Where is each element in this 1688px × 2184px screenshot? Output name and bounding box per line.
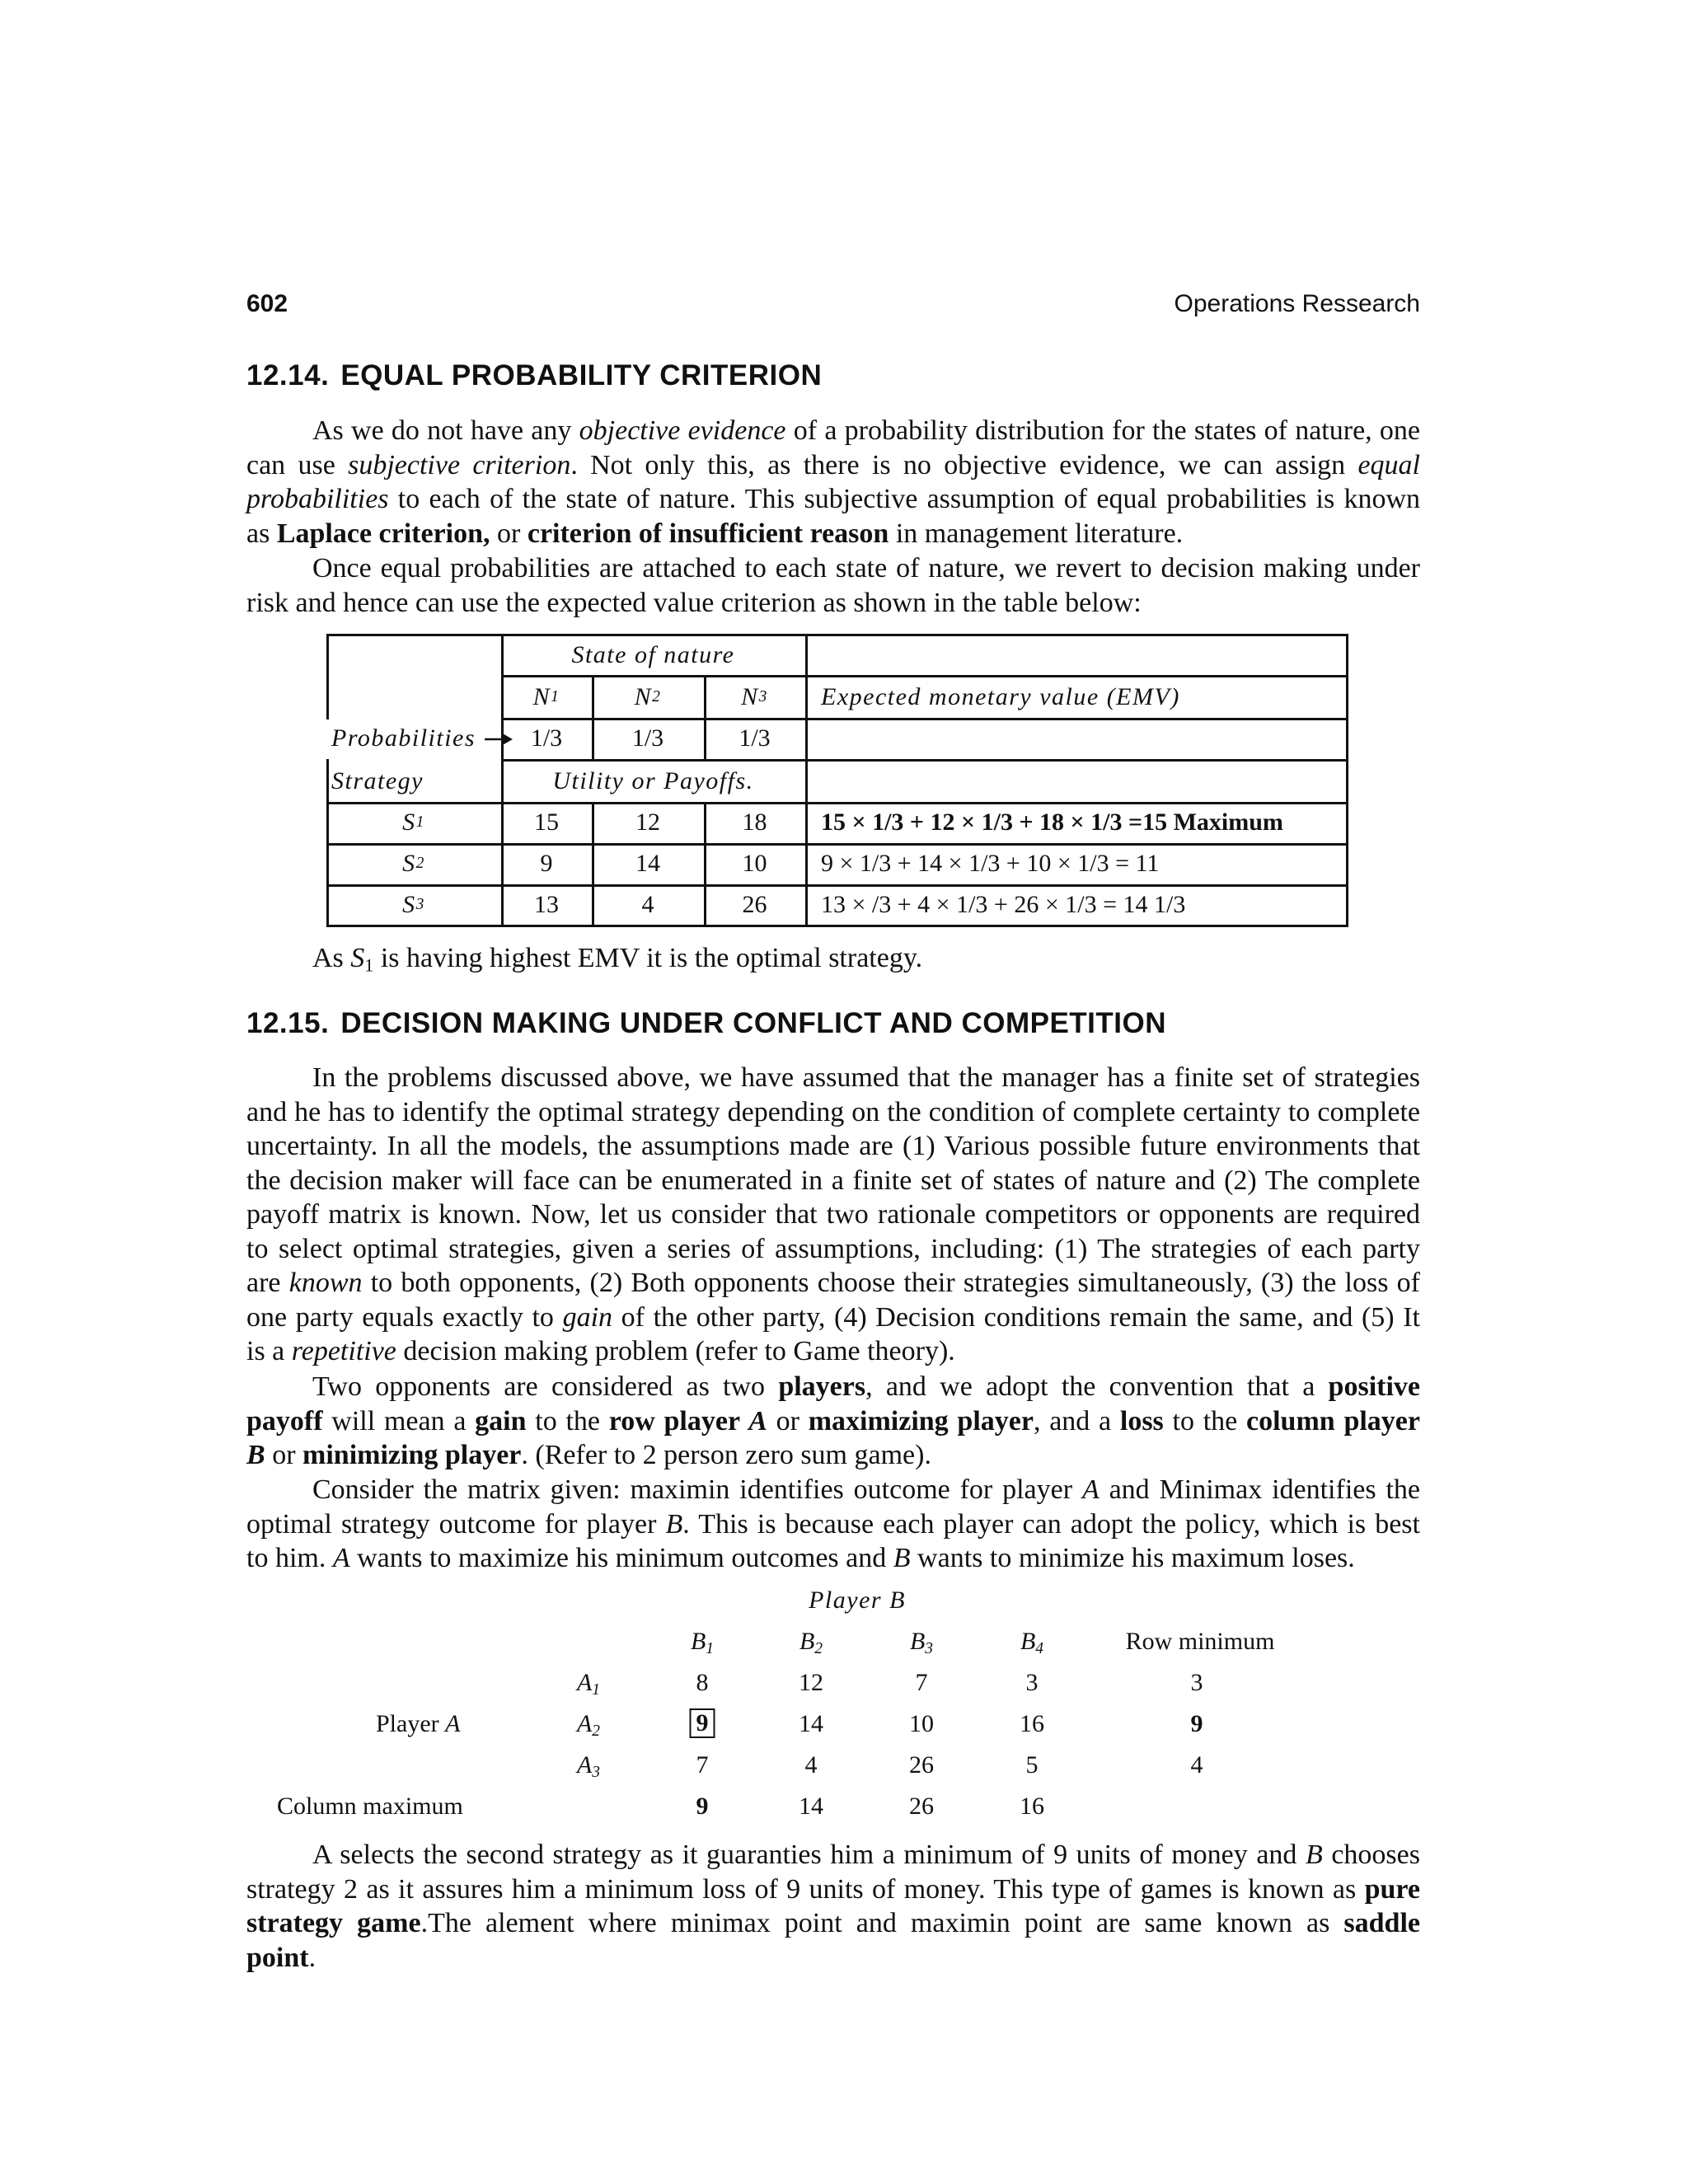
text: to the	[1163, 1405, 1247, 1436]
symbol: B	[1020, 1628, 1036, 1655]
payoff-cell: 4	[641, 891, 654, 918]
column-maximum-label: Column maximum	[277, 1793, 463, 1820]
symbol: N	[532, 683, 551, 710]
payoff-cell: 12	[799, 1669, 823, 1696]
probability-n1: 1/3	[530, 724, 563, 752]
emv-s2: 9 × 1/3 + 14 × 1/3 + 10 × 1/3 = 11	[821, 850, 1160, 877]
payoff-cell: 15	[534, 808, 559, 836]
text: or	[490, 518, 528, 549]
subscript: 1	[592, 1680, 601, 1699]
paragraph-saddle-point	[246, 1838, 1420, 1975]
paragraph-players	[246, 1370, 1420, 1473]
text-italic: B	[893, 1543, 911, 1573]
saddle-point-cell	[690, 1708, 715, 1738]
text: to him.	[246, 1543, 333, 1573]
payoff-cell: 26	[742, 891, 767, 918]
payoff-cell: 7	[915, 1669, 928, 1696]
text: wants to maximize his minimum outcomes and	[349, 1543, 893, 1573]
text-bold: maximizing player	[808, 1405, 1034, 1436]
text-bold-italic: A	[748, 1405, 767, 1436]
subscript: 1	[364, 954, 374, 976]
probability-n2: 1/3	[631, 724, 664, 752]
text-italic: known	[288, 1268, 363, 1298]
text: strategy 2 as it assures him a minimum loss of 9 units of money. This type of games is known as	[246, 1873, 1365, 1905]
probabilities-label: Probabilities	[331, 724, 476, 752]
text: , and we adopt the convention that a	[865, 1371, 1329, 1402]
text: optimal strategy outcome for player	[246, 1508, 666, 1540]
text-bold: pure	[1364, 1873, 1420, 1905]
subscript: 2	[814, 1639, 823, 1657]
row-minimum-cell: 4	[1190, 1751, 1203, 1779]
text-bold-italic: B	[246, 1440, 265, 1470]
payoff-cell: 9	[540, 850, 553, 877]
page-number: 602	[246, 290, 288, 317]
column-maximum-cell: 14	[799, 1793, 823, 1820]
section-title: DECISION MAKING UNDER CONFLICT AND COMPETITION	[340, 1007, 1166, 1039]
column-maximum-cell: 16	[1020, 1793, 1044, 1820]
text-italic: probabilities	[246, 484, 389, 514]
symbol: S	[402, 891, 416, 918]
symbol: N	[634, 683, 653, 710]
text: the decision maker will face can be enumerated in a finite set of states of nature and (2) The complete	[246, 1165, 1420, 1196]
section-title: EQUAL PROBABILITY CRITERION	[340, 359, 823, 391]
text-bold: row player	[608, 1405, 749, 1436]
row-minimum-cell: 9	[1190, 1710, 1203, 1737]
symbol: A	[576, 1669, 593, 1696]
game-payoff-matrix	[0, 1586, 1688, 1834]
section-heading-12-15	[246, 1007, 1166, 1040]
subscript: 1	[706, 1639, 715, 1657]
symbol: S	[402, 808, 416, 836]
table-border	[805, 634, 808, 927]
section-number: 12.15.	[246, 1007, 330, 1039]
payoff-cell: 13	[534, 891, 559, 918]
payoff-cell: 16	[1020, 1710, 1044, 1737]
strategy-label: Strategy	[331, 767, 424, 794]
payoff-cell: 3	[1025, 1669, 1039, 1696]
text: can use	[246, 449, 349, 480]
player-b-label: Player B	[809, 1586, 906, 1614]
strategy-s3: S 3	[402, 891, 425, 918]
table-border	[1346, 634, 1348, 927]
payoff-cell: 18	[742, 808, 767, 836]
text: As	[312, 943, 351, 973]
symbol: A	[576, 1710, 593, 1737]
paragraph-maximin	[246, 1473, 1420, 1576]
strategy-s1: S 1	[402, 808, 425, 836]
text-bold: strategy game	[246, 1908, 421, 1938]
paragraph-revert-to-risk	[246, 551, 1420, 620]
text-italic: equal	[1357, 449, 1420, 480]
text: wants to minimize his maximum loses.	[910, 1543, 1355, 1573]
row-header-a3	[577, 1751, 600, 1779]
row-header-a1	[577, 1669, 600, 1697]
utility-label: Utility or Payoffs.	[552, 767, 754, 794]
text: . Not only this, as there is no objective evidence, we can assign	[570, 449, 1358, 480]
text-italic: S	[350, 943, 365, 973]
symbol: S	[402, 850, 416, 877]
payoff-cell: 26	[909, 1751, 934, 1779]
text: Consider the matrix given: maximin identifies outcome for player	[312, 1474, 1082, 1505]
probability-n3: 1/3	[738, 724, 771, 752]
row-header-a2	[577, 1710, 600, 1738]
symbol: B	[909, 1628, 926, 1655]
emv-s1: 15 × 1/3 + 12 × 1/3 + 18 × 1/3 =15 Maximum	[821, 808, 1283, 836]
text: as	[246, 518, 277, 549]
text: in management literature.	[889, 518, 1184, 549]
column-maximum-cell: 9	[696, 1793, 709, 1820]
table-border	[326, 634, 1348, 636]
text: one party equals exactly to	[246, 1301, 563, 1333]
text: Player	[376, 1710, 446, 1737]
column-header-b1	[691, 1628, 714, 1656]
text-italic: subjective criterion	[348, 449, 571, 480]
row-minimum-cell: 3	[1190, 1669, 1203, 1696]
text: .	[308, 1942, 316, 1973]
subscript: 3	[592, 1763, 601, 1781]
text-bold: positive	[1328, 1371, 1420, 1402]
text: .The alement where minimax point and maximin point are same known as	[420, 1908, 1344, 1938]
text: Once equal probabilities are attached to each state of nature, we revert to decision making under	[312, 553, 1420, 583]
text: to both opponents, (2) Both opponents choose their strategies simultaneously, (3) the loss of	[362, 1268, 1420, 1298]
text: or	[767, 1405, 809, 1436]
saddle-point-value: 9	[690, 1708, 715, 1738]
column-header-n2: N 2	[634, 683, 662, 710]
text-italic: A	[445, 1710, 461, 1737]
text: risk and hence can use the expected value criterion as shown in the table below:	[246, 587, 1142, 618]
payoff-cell: 7	[696, 1751, 709, 1779]
column-header-b2	[799, 1628, 823, 1656]
subscript: 4	[1035, 1639, 1044, 1657]
column-header-b3	[910, 1628, 933, 1656]
text: to select optimal strategies, given a series of assumptions, including: (1) The strategies of each party	[246, 1233, 1420, 1264]
payoff-cell: 10	[742, 850, 767, 877]
text: is a	[246, 1336, 292, 1366]
section-heading-12-14	[246, 359, 822, 392]
paragraph-conflict-intro	[246, 1061, 1420, 1369]
text: and Minimax identifies the	[1099, 1474, 1421, 1505]
text-italic: B	[1306, 1840, 1323, 1870]
emv-s3: 13 × /3 + 4 × 1/3 + 26 × 1/3 = 14 1/3	[821, 891, 1186, 918]
text-bold: criterion of insufficient reason	[527, 518, 889, 549]
payoff-cell: 12	[635, 808, 660, 836]
text: , and a	[1033, 1405, 1120, 1436]
text-italic: B	[665, 1508, 683, 1540]
strategy-s2: S 2	[402, 850, 425, 877]
text-italic: objective evidence	[579, 415, 786, 446]
symbol: B	[799, 1628, 815, 1655]
text-bold: point	[246, 1942, 309, 1973]
text-italic: gain	[562, 1301, 613, 1333]
text-italic: repetitive	[291, 1336, 396, 1366]
text: are	[246, 1268, 289, 1298]
text: A selects the second strategy as it guaranties him a minimum of 9 units of money and	[312, 1840, 1306, 1870]
section-number: 12.14.	[246, 359, 330, 391]
text: decision making problem (refer to Game theory).	[396, 1336, 955, 1366]
column-maximum-cell: 26	[909, 1793, 934, 1820]
text: to the	[526, 1405, 609, 1436]
symbol: N	[741, 683, 759, 710]
payoff-cell: 5	[1025, 1751, 1039, 1779]
text-bold: players	[778, 1371, 866, 1402]
payoff-cell: 10	[909, 1710, 934, 1737]
text-bold: column player	[1246, 1405, 1420, 1436]
text: . This is because each player can adopt the policy, which is best	[682, 1508, 1420, 1540]
payoff-cell: 8	[696, 1669, 709, 1696]
text: As we do not have any	[312, 415, 579, 446]
table-border	[326, 634, 329, 719]
column-header-b4	[1020, 1628, 1043, 1656]
text-bold: saddle	[1343, 1908, 1420, 1938]
text: Two opponents are considered as two	[312, 1371, 779, 1402]
state-of-nature-header: State of nature	[571, 641, 735, 668]
payoff-cell: 4	[804, 1751, 818, 1779]
text: chooses	[1322, 1840, 1420, 1870]
text: In the problems discussed above, we have assumed that the manager has a finite set of strategies	[312, 1062, 1420, 1093]
paragraph-equal-probability	[246, 414, 1420, 551]
row-minimum-header: Row minimum	[1125, 1628, 1275, 1655]
symbol: B	[690, 1628, 706, 1655]
column-header-n1: N 1	[532, 683, 560, 710]
column-header-n3: N 3	[741, 683, 768, 710]
text-italic: A	[1081, 1474, 1100, 1505]
player-a-label	[376, 1710, 460, 1738]
emv-header: Expected monetary value (EMV)	[821, 683, 1180, 710]
running-head: Operations Ressearch	[1174, 290, 1420, 317]
text-bold: minimizing player	[302, 1440, 522, 1470]
text: will mean a	[322, 1405, 476, 1436]
subscript: 2	[592, 1722, 601, 1740]
subscript: 3	[925, 1639, 934, 1657]
text: of a probability distribution for the states of nature, one	[785, 415, 1420, 446]
text-bold: payoff	[246, 1405, 323, 1436]
text: . (Refer to 2 person zero sum game).	[521, 1440, 931, 1470]
text-bold: gain	[475, 1405, 527, 1436]
text: or	[265, 1440, 303, 1470]
text-bold: loss	[1119, 1405, 1164, 1436]
text: to each of the state of nature. This subjective assumption of equal probabilities is known	[388, 484, 1420, 514]
emv-table	[326, 634, 1348, 927]
payoff-cell: 14	[635, 850, 660, 877]
text-italic: A	[332, 1543, 350, 1573]
symbol: A	[576, 1751, 593, 1779]
text: and he has to identify the optimal strategy depending on the condition of complete certainty to complete	[246, 1096, 1420, 1127]
text: uncertainty. In all the models, the assumptions made are (1) Various possible future environments that	[246, 1131, 1420, 1161]
text: of the other party, (4) Decision conditions remain the same, and (5) It	[612, 1301, 1420, 1333]
conclusion-line	[246, 941, 1420, 976]
text: payoff matrix is known. Now, let us consider that two rationale competitors or opponents are required	[246, 1199, 1420, 1230]
text-bold: Laplace criterion,	[276, 518, 490, 549]
payoff-cell: 14	[799, 1710, 823, 1737]
text: is having highest EMV it is the optimal strategy.	[373, 943, 923, 973]
